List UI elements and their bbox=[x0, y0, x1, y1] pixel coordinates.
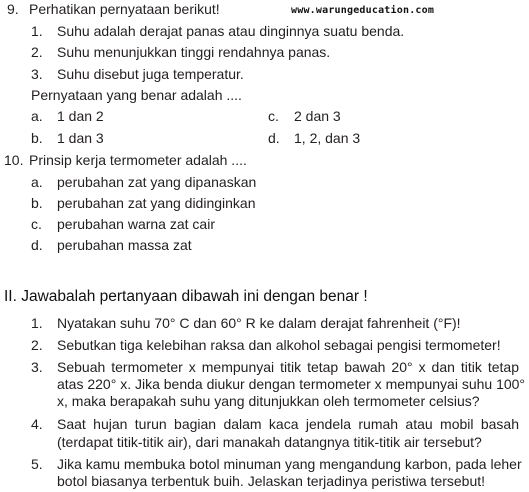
q10-option-d-letter: d. bbox=[31, 237, 43, 253]
q9-option-d-text: 1, 2, dan 3 bbox=[294, 130, 361, 146]
statement-1-text: Suhu adalah derajat panas atau dinginnya suatu benda. bbox=[57, 23, 405, 39]
section-2-title: II. Jawabalah pertanyaan dibawah ini dengan benar ! bbox=[4, 288, 368, 305]
question-9-stem: Perhatikan pernyataan berikut! bbox=[29, 1, 220, 17]
essay-3-line-3: x, maka berapakah suhu yang ditunjukkan oleh termometer celsius? bbox=[57, 393, 480, 409]
essay-4-line-2: (terdapat titik-titik air), dari manakah datangnya titik-titik air tersebut? bbox=[57, 434, 482, 450]
q9-option-c-text: 2 dan 3 bbox=[294, 108, 341, 124]
essay-5-number: 5. bbox=[31, 456, 43, 472]
question-10-stem: Prinsip kerja termometer adalah .... bbox=[29, 152, 247, 168]
question-10-number: 10. bbox=[4, 152, 24, 168]
question-9-number: 9. bbox=[7, 1, 19, 17]
question-9-prompt: Pernyataan yang benar adalah .... bbox=[31, 87, 242, 103]
watermark: www.warungeducation.com bbox=[291, 5, 435, 16]
statement-3-text: Suhu disebut juga temperatur. bbox=[57, 66, 244, 82]
q10-option-d-text: perubahan massa zat bbox=[57, 237, 192, 253]
q10-option-a-text: perubahan zat yang dipanaskan bbox=[57, 174, 257, 190]
essay-1-number: 1. bbox=[31, 315, 43, 331]
q10-option-c-text: perubahan warna zat cair bbox=[57, 216, 215, 232]
essay-5-line-2: botol biasanya terbentuk buih. Jelaskan terjadinya peristiwa tersebut! bbox=[57, 473, 486, 489]
statement-3-number: 3. bbox=[31, 66, 43, 82]
q10-option-c-letter: c. bbox=[31, 216, 42, 232]
essay-4-line-1: Saat hujan turun bagian dalam kaca jendela rumah atau mobil basah bbox=[57, 416, 519, 432]
essay-3-number: 3. bbox=[31, 359, 43, 375]
q9-option-b-letter: b. bbox=[31, 130, 43, 146]
q10-option-a-letter: a. bbox=[31, 174, 43, 190]
statement-2-number: 2. bbox=[31, 44, 43, 60]
q9-option-a-letter: a. bbox=[31, 108, 43, 124]
q9-option-c-letter: c. bbox=[268, 108, 279, 124]
q9-option-d-letter: d. bbox=[268, 130, 280, 146]
q9-option-b-text: 1 dan 3 bbox=[57, 130, 104, 146]
q9-option-a-text: 1 dan 2 bbox=[57, 108, 104, 124]
essay-1-line-1: Nyatakan suhu 70° C dan 60° R ke dalam derajat fahrenheit (°F)! bbox=[57, 315, 461, 331]
q10-option-b-letter: b. bbox=[31, 195, 43, 211]
essay-5-line-1: Jika kamu membuka botol minuman yang mengandung karbon, pada leher bbox=[57, 456, 522, 472]
statement-1-number: 1. bbox=[31, 23, 43, 39]
statement-2-text: Suhu menunjukkan tinggi rendahnya panas. bbox=[57, 44, 331, 60]
essay-3-line-2: atas 220° x. Jika benda diukur dengan termometer x mempunyai suhu 100° bbox=[57, 376, 526, 392]
essay-2-number: 2. bbox=[31, 337, 43, 353]
essay-2-line-1: Sebutkan tiga kelebihan raksa dan alkohol sebagai pengisi termometer! bbox=[57, 337, 501, 353]
q10-option-b-text: perubahan zat yang didinginkan bbox=[57, 195, 256, 211]
essay-3-line-1: Sebuah termometer x mempunyai titik tetap bawah 20° x dan titik tetap bbox=[57, 359, 519, 375]
essay-4-number: 4. bbox=[31, 416, 43, 432]
